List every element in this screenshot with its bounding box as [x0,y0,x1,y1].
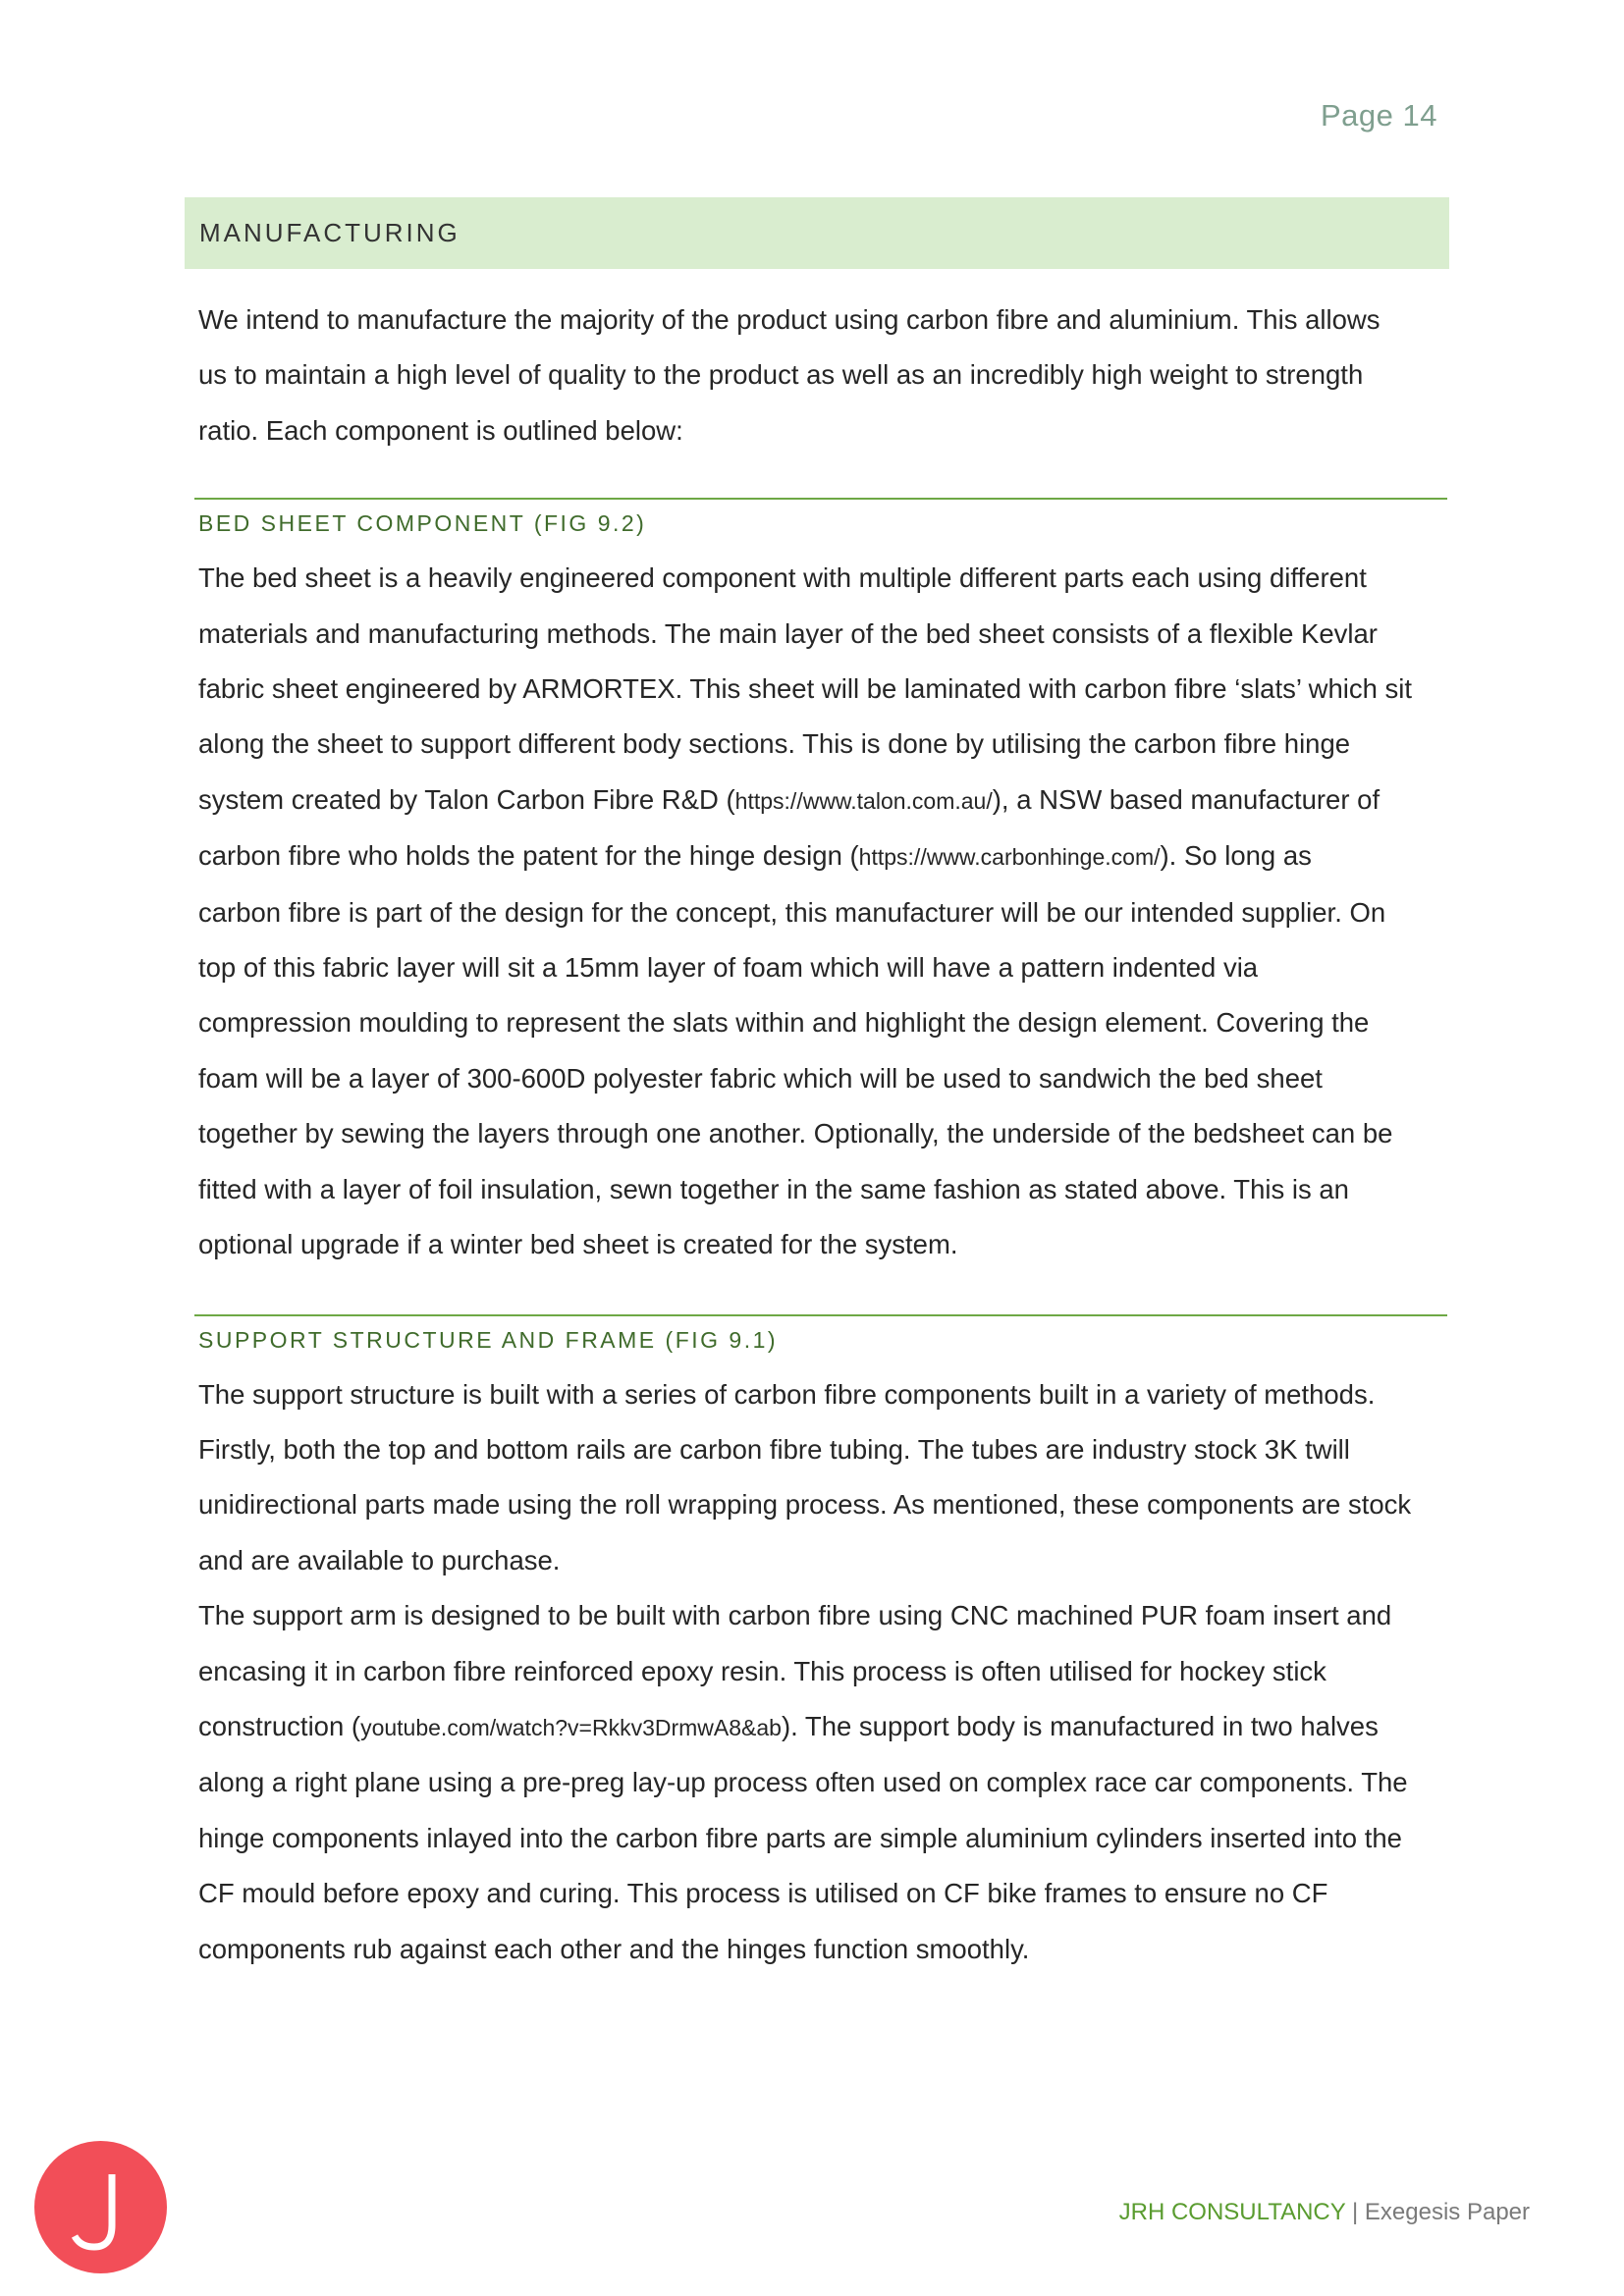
text-span: construction ( [198,1710,361,1741]
body-line: fitted with a layer of foil insulation, sewn together in the same fashion as stated above. This is an [198,1173,1349,1204]
bed-sheet-heading: BED SHEET COMPONENT (FIG 9.2) [198,510,647,537]
body-line: and are available to purchase. [198,1544,561,1575]
body-line: The support structure is built with a series of carbon fibre components built in a variety of methods. [198,1378,1376,1410]
footer-separator: | [1345,2199,1365,2225]
body-line: components rub against each other and the hinges function smoothly. [198,1933,1030,1964]
youtube-link[interactable]: youtube.com/watch?v=Rkkv3DrmwA8&ab [360,1714,782,1740]
text-span: ). The support body is manufactured in two halves [781,1710,1379,1741]
body-line [198,828,1447,884]
text-span: ). So long as [1160,840,1312,872]
body-line: hinge components inlayed into the carbon fibre parts are simple aluminium cylinders inserted into the [198,1822,1402,1853]
body-line: together by sewing the layers through one another. Optionally, the underside of the bedsheet can be [198,1118,1393,1149]
body-line: compression moulding to represent the slats within and highlight the design element. Covering the [198,1007,1370,1039]
document-body [198,293,1447,1977]
text-span: system created by Talon Carbon Fibre R&D ( [198,783,735,815]
support-structure-heading: SUPPORT STRUCTURE AND FRAME (FIG 9.1) [198,1326,779,1353]
intro-paragraph [198,293,1447,458]
body-line: CF mould before epoxy and curing. This process is utilised on CF bike frames to ensure no CF [198,1878,1328,1909]
body-line: unidirectional parts made using the roll wrapping process. As mentioned, these components are stock [198,1489,1412,1521]
footer-brand [1119,2199,1530,2226]
body-line: fabric sheet engineered by ARMORTEX. This sheet will be laminated with carbon fibre ‘slats’ which sit [198,673,1413,705]
brand-name: JRH CONSULTANCY [1118,2199,1346,2225]
body-line: encasing it in carbon fibre reinforced epoxy resin. This process is often utilised for hockey stick [198,1655,1326,1686]
carbonhinge-link[interactable]: https://www.carbonhinge.com/ [858,844,1161,871]
body-line: The support arm is designed to be built with carbon fibre using CNC machined PUR foam insert and [198,1600,1392,1631]
body-line: top of this fabric layer will sit a 15mm layer of foam which will have a pattern indented via [198,952,1259,984]
body-line: optional upgrade if a winter bed sheet is created for the system. [198,1229,958,1260]
text-span: ), a NSW based manufacturer of [992,783,1380,815]
intro-line: ratio. Each component is outlined below: [198,414,683,446]
section-title: MANUFACTURING [199,218,460,247]
text-span: carbon fibre who holds the patent for the hinge design ( [198,840,859,872]
bed-sheet-section [194,498,1447,1272]
page-number: Page 14 [1321,98,1437,133]
body-line: along a right plane using a pre-preg lay-up process often used on complex race car components. The [198,1767,1408,1798]
body-line: carbon fibre is part of the design for the concept, this manufacturer will be our intended supplier. On [198,896,1386,928]
body-line [198,773,1447,828]
support-structure-section [194,1314,1447,1977]
body-line: along the sheet to support different body sections. This is done by utilising the carbon fibre hinge [198,728,1351,760]
intro-line: We intend to manufacture the majority of the product using carbon fibre and aluminium. This allows [198,304,1380,335]
body-line: Firstly, both the top and bottom rails are carbon fibre tubing. The tubes are industry stock 3K twill [198,1433,1350,1465]
jrh-logo [34,2141,167,2273]
j-letter-icon [34,2141,167,2273]
body-line [198,1699,1447,1755]
section-banner [185,197,1449,269]
intro-line: us to maintain a high level of quality to the product as well as an incredibly high weight to strength [198,359,1364,391]
body-line: The bed sheet is a heavily engineered component with multiple different parts each using different [198,562,1367,594]
body-line: foam will be a layer of 300-600D polyester fabric which will be used to sandwich the bed sheet [198,1062,1323,1094]
document-type: Exegesis Paper [1364,2199,1530,2225]
body-line: materials and manufacturing methods. The main layer of the bed sheet consists of a flexible Kevlar [198,617,1378,649]
talon-link[interactable]: https://www.talon.com.au/ [734,787,993,814]
